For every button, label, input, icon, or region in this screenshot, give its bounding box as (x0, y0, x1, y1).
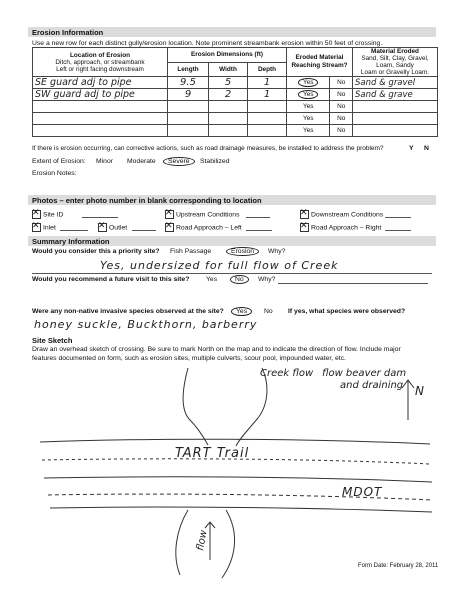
sketch-instruction-2: features documented on form, such as erosion sites, multiple culverts, scour pool, impounded water, etc. (32, 355, 346, 362)
future-visit-question: Would you recommend a future visit to this site? (32, 276, 190, 283)
priority-fish-passage[interactable]: Fish Passage (170, 248, 212, 255)
row-length[interactable]: 9.5 (180, 77, 196, 88)
sketch-title: Site Sketch (32, 336, 73, 345)
sketch-mdot-label: MDOT (342, 485, 383, 499)
row-no-option[interactable]: No (330, 113, 353, 125)
row-no-option[interactable]: No (330, 125, 353, 137)
reaching-header: Reaching Stream? (291, 62, 348, 69)
sketch-note-draining: and draining (340, 380, 404, 391)
summary-section-title: Summary Information (32, 237, 110, 246)
depth-header: Depth (257, 65, 277, 73)
priority-question: Would you consider this a priority site? (32, 248, 160, 255)
row-material[interactable]: Sand & gravel (355, 77, 416, 88)
photo-road-left[interactable]: ✕ Road Approach – Left (165, 223, 242, 232)
width-header: Width (219, 65, 237, 73)
corrective-n[interactable]: N (424, 145, 429, 152)
photo-outlet[interactable]: ✕ Outlet (98, 223, 127, 232)
row-yes-option[interactable]: Yes (287, 125, 330, 137)
erosion-instruction: Use a new row for each distinct gully/erosion location. Note prominent streambank erosion within 50 feet of crossing. (32, 40, 383, 47)
sketch-trail-label: TART Trail (175, 446, 250, 461)
trail-edge-top (40, 439, 430, 444)
row-yes-option[interactable]: Yes (287, 101, 330, 113)
dimensions-header: Erosion Dimensions (ft) (190, 51, 264, 59)
row-depth[interactable]: 1 (263, 89, 271, 100)
location-header: Location of Erosion (70, 51, 130, 59)
creek-bank-right (236, 368, 267, 446)
row-no-option[interactable]: No (330, 101, 353, 113)
row-depth[interactable]: 1 (263, 77, 271, 88)
extent-minor[interactable]: Minor (96, 158, 113, 165)
invasive-no[interactable]: No (264, 308, 273, 315)
material-sub2: Loam or Gravelly Loam. (360, 69, 430, 76)
photo-downstream[interactable]: ✕ Downstream Conditions (300, 210, 383, 219)
erosion-notes-label: Erosion Notes: (32, 170, 77, 177)
row-yes-option[interactable]: Yes (287, 113, 330, 125)
erosion-section-title: Erosion Information (32, 28, 104, 37)
invasive-followup: If yes, what species were observed? (288, 308, 406, 315)
row-width[interactable]: 2 (224, 89, 232, 100)
length-header: Length (177, 65, 199, 73)
invasive-answer[interactable]: honey suckle, Buckthorn, barberry (34, 318, 258, 331)
form-date: Form Date: February 28, 2011 (358, 563, 439, 569)
creek-downstream-right (222, 510, 235, 578)
row-no-option[interactable]: No (337, 79, 346, 86)
eroded-header: Eroded Material (295, 54, 344, 61)
sketch-north-label: N (415, 384, 424, 398)
row-location[interactable]: SW guard adj to pipe (35, 89, 135, 100)
extent-moderate[interactable]: Moderate (127, 158, 156, 165)
material-sub1: Sand, Silt, Clay, Gravel, Loam, Sandy (361, 55, 429, 69)
sketch-note-beaver-dam: flow beaver dam (322, 368, 407, 379)
photo-upstream[interactable]: ✕ Upstream Conditions (165, 210, 239, 219)
invasive-question: Were any non-native invasive species observed at the site? (32, 308, 224, 315)
photo-road-right[interactable]: ✕ Road Approach – Right (300, 223, 381, 232)
row-material[interactable]: Sand & grave (355, 89, 413, 100)
photos-section-title: Photos – enter photo number in blank corresponding to location (32, 196, 262, 205)
creek-downstream-left (176, 510, 188, 575)
priority-erosion[interactable]: Erosion (226, 247, 259, 256)
future-visit-no[interactable]: No (230, 275, 249, 284)
row-length[interactable]: 9 (184, 89, 192, 100)
road-edge-1 (44, 477, 432, 482)
material-header: Material Eroded (371, 48, 419, 55)
extent-label: Extent of Erosion: (32, 158, 86, 165)
row-yes-option[interactable]: Yes (298, 78, 318, 87)
corrective-question: If there is erosion occurring, can corrective actions, such as road drainage measures, be installed to address the problem? (32, 145, 384, 152)
location-sub1: Ditch, approach, or streambank (55, 58, 145, 66)
road-edge-bottom (50, 507, 432, 512)
extent-severe[interactable]: Severe (163, 157, 195, 166)
future-visit-why-label: Why? (258, 276, 276, 283)
sketch-note-creek-flow: Creek flow (260, 368, 314, 379)
sketch-instruction-1: Draw an overhead sketch of crossing. Be sure to mark North on the map and to indicate the direction of flow. Include major (32, 346, 401, 353)
row-location[interactable]: SE guard adj to pipe (35, 77, 132, 88)
priority-why-label: Why? (268, 248, 286, 255)
row-no-option[interactable]: No (337, 91, 346, 98)
photo-site-id[interactable]: ✕Site ID (32, 210, 63, 219)
extent-stabilized[interactable]: Stabilized (200, 158, 230, 165)
why-answer[interactable]: Yes, undersized for full flow of Creek (100, 259, 339, 272)
sketch-flow-label: flow (195, 529, 210, 552)
corrective-y[interactable]: Y (409, 145, 414, 152)
location-sub2: Left or right facing downstream (56, 65, 144, 73)
north-arrow-icon (402, 380, 414, 420)
creek-bank-left (183, 368, 208, 445)
future-visit-yes[interactable]: Yes (206, 276, 218, 283)
invasive-yes[interactable]: Yes (231, 307, 252, 316)
row-width[interactable]: 5 (224, 77, 232, 88)
photo-inlet[interactable]: ✕Inlet (32, 223, 56, 232)
row-yes-option[interactable]: Yes (298, 90, 318, 99)
